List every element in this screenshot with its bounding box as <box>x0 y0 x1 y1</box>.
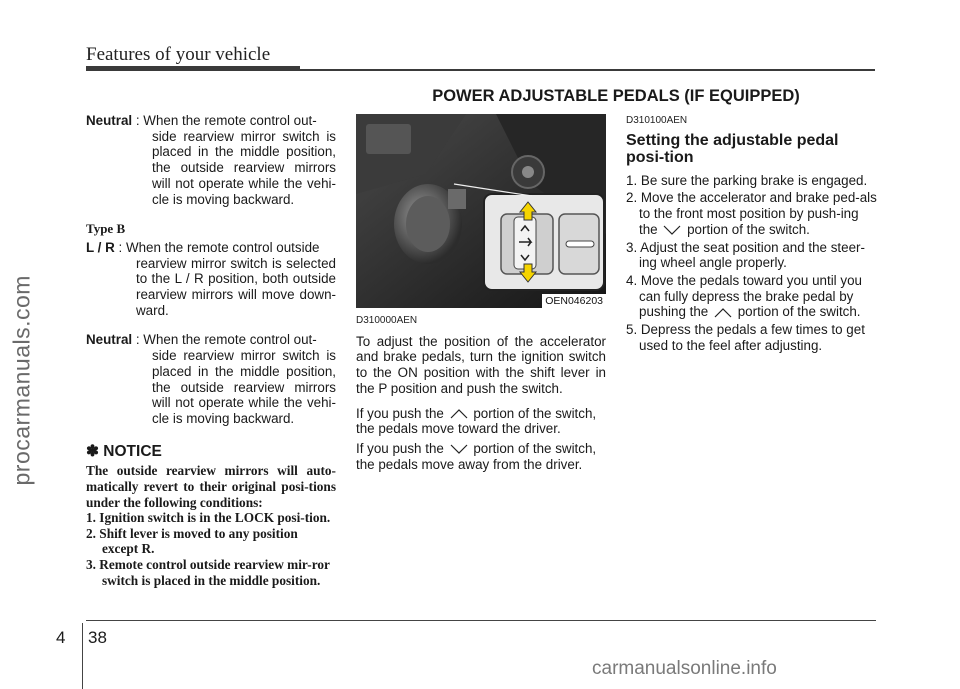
right-column <box>626 113 878 353</box>
down-chevron-icon <box>448 443 470 455</box>
down-chevron-icon <box>661 224 683 236</box>
pedal-switch-photo <box>356 114 606 308</box>
photo-caption: OEN046203 <box>542 294 606 308</box>
notice-item: 3. Remote control outside rearview mir-ror switch is placed in the middle position. <box>86 556 330 588</box>
paragraph-rest: portion of the switch, the pedals move away from the driver. <box>356 440 597 472</box>
definition-lead: : When the remote control outside <box>114 239 320 255</box>
up-chevron-icon <box>712 307 734 319</box>
step-item: 3. Adjust the seat position and the steer-ing wheel angle properly. <box>626 239 865 271</box>
definition-term: Neutral <box>86 113 133 128</box>
step-lead: 4. Move the pedals toward you until you can fully depress the brake pedal by pushing the <box>626 272 862 320</box>
side-watermark: procarmanuals.com <box>8 275 35 486</box>
bottom-watermark: carmanualsonline.info <box>592 658 777 679</box>
step-item: 5. Depress the pedals a few times to get used to the feel after adjusting. <box>626 322 865 353</box>
dashboard-illustration <box>356 114 606 308</box>
definition-body: rearview mirror switch is selected to the L / R position, both outside rearview mirrors will move down-ward. <box>136 255 336 318</box>
step-rest: portion of the switch. <box>687 221 810 237</box>
page-number: 38 <box>88 628 107 647</box>
notice-intro: The outside rearview mirrors will auto-matically revert to their original posi-tions under the following conditions: <box>86 463 336 510</box>
doc-code: D310100AEN <box>626 115 688 126</box>
definition-term: Neutral <box>86 332 133 348</box>
paragraph-rest: portion of the switch, the pedals move toward the driver. <box>356 405 597 437</box>
header-bar <box>86 66 300 71</box>
type-b-label: Type B <box>86 221 126 237</box>
subheading: Setting the adjustable pedal posi-tion <box>626 131 839 166</box>
doc-code: D310000AEN <box>356 315 418 326</box>
up-chevron-icon <box>448 408 470 420</box>
definition-body: side rearview mirror switch is placed in the middle position, the outside rearview mirrors will not operate while the vehi-cle is moving backward. <box>152 348 336 426</box>
definition-lead: : When the remote control out- <box>132 113 317 128</box>
neutral-definition-1 <box>86 113 336 207</box>
left-column <box>86 113 336 588</box>
middle-column <box>356 313 606 472</box>
step-item: 1. Be sure the parking brake is engaged. <box>626 172 868 188</box>
step-rest: portion of the switch. <box>737 304 861 320</box>
neutral-definition-2 <box>86 332 336 426</box>
header-rule <box>300 69 875 71</box>
paragraph: To adjust the position of the accelerator and brake pedals, turn the ignition switch to the ON position with the shift lever in the P position and push the switch. <box>356 333 606 396</box>
steps-list <box>626 173 878 354</box>
paragraph <box>356 441 606 472</box>
paragraph-lead: If you push the <box>356 440 444 456</box>
paragraph <box>356 406 606 437</box>
notice-title: ✽ NOTICE <box>86 442 162 460</box>
definition-term: L / R <box>86 239 115 255</box>
step-lead: 2. Move the accelerator and brake ped-als to the front most position by push-ing the <box>626 190 877 237</box>
definition-body: side rearview mirror switch is placed in the middle position, the outside rearview mirrors will not operate while the vehi-cle is moving backward. <box>152 128 336 207</box>
paragraph-lead: If you push the <box>356 405 444 421</box>
notice-item: 2. Shift lever is moved to any position except R. <box>86 525 298 557</box>
footer-rule <box>86 620 876 621</box>
notice-list <box>86 510 336 588</box>
header-title: Features of your vehicle <box>86 44 271 65</box>
chapter-number: 4 <box>56 628 66 647</box>
section-title: POWER ADJUSTABLE PEDALS (IF EQUIPPED) <box>432 87 800 105</box>
step-item <box>626 273 878 320</box>
page-separator <box>82 623 83 689</box>
step-item <box>626 190 878 237</box>
notice-item: 1. Ignition switch is in the LOCK posi-tion. <box>86 510 331 526</box>
definition-lead: : When the remote control out- <box>132 332 317 348</box>
lr-definition <box>86 240 336 319</box>
